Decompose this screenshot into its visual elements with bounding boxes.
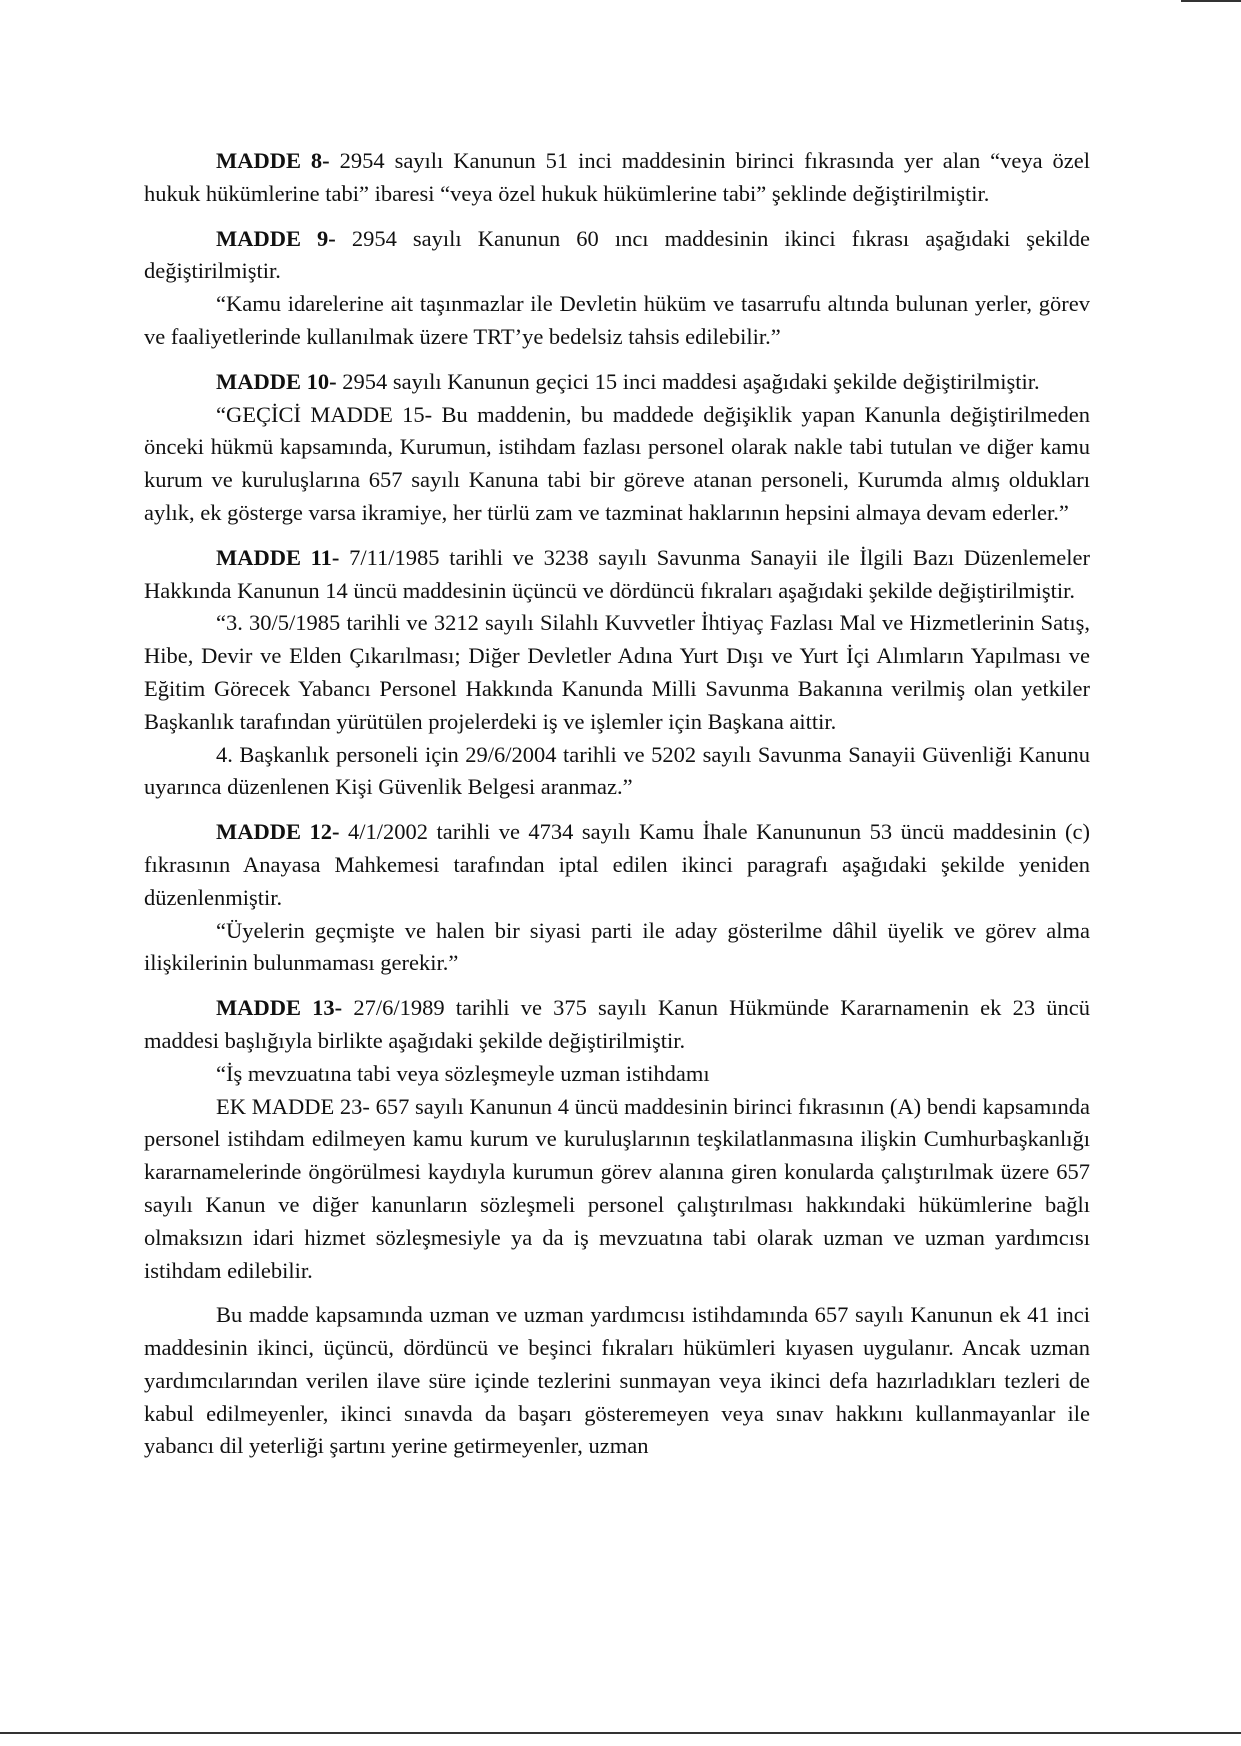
paragraph-text: “GEÇİCİ MADDE 15- Bu maddenin, bu maddede değişiklik yapan Kanunla değiştirilmeden önceki hükmü kapsamında, Kurumun, istihdam fazlası personel olarak nakle tabi tutulan ve diğer kamu kurum ve kuruluşlarına 657 sayılı Kanuna tabi bir göreve atanan personeli, Kurumda almış oldukları aylık, ek gösterge varsa ikramiye, her türlü zam ve tazminat haklarının hepsini almaya devam ederler.” <box>144 401 1090 525</box>
paragraph-madde-11 <box>144 542 1090 608</box>
paragraph-text: “3. 30/5/1985 tarihli ve 3212 sayılı Silahlı Kuvvetler İhtiyaç Fazlası Mal ve Hizmetlerinin Satış, Hibe, Devir ve Elden Çıkarılması; Diğer Devletler Adına Yurt Dışı ve Yurt İçi Alımların Yapılması ve Eğitim Görecek Yabancı Personel Hakkında Kanunda Milli Savunma Bakanına verilmiş olan yetkiler Başkanlık tarafından yürütülen projelerdeki iş ve işlemler için Başkana aittir. <box>144 610 1090 734</box>
article-heading: MADDE 8- <box>216 148 330 173</box>
paragraph-subtitle <box>144 1058 1090 1091</box>
paragraph-quote-uyeler <box>144 915 1090 981</box>
paragraph-text: Bu madde kapsamında uzman ve uzman yardımcısı istihdamında 657 sayılı Kanunun ek 41 inci maddesinin ikinci, üçüncü, dördüncü ve beşinci fıkraları hükümleri kıyasen uygulanır. Ancak uzman yardımcılarından verilen ilave süre içinde tezlerini sunmayan veya ikinci defa hazırladıkları tezleri de kabul edilmeyenler, ikinci sınavda da başarı gösteremeyen veya sınav hakkını kullanmayanlar ile yabancı dil yeterliği şartını yerine getirmeyenler, uzman <box>144 1302 1090 1459</box>
scan-edge-bottom <box>0 1732 1241 1734</box>
paragraph-ek-madde-23 <box>144 1091 1090 1288</box>
paragraph-madde-8 <box>144 145 1090 211</box>
paragraph-text: “Üyelerin geçmişte ve halen bir siyasi parti ile aday gösterilme dâhil üyelik ve görev alma ilişkilerinin bulunmaması gerekir.” <box>144 917 1090 976</box>
article-heading: MADDE 10- <box>216 368 337 394</box>
paragraph-clause-4 <box>144 739 1090 805</box>
document-body <box>144 145 1090 1463</box>
paragraph-madde-10 <box>144 366 1090 399</box>
paragraph-uzman-istihdam <box>144 1299 1090 1463</box>
paragraph-clause-3 <box>144 607 1090 738</box>
paragraph-text: EK MADDE 23- 657 sayılı Kanunun 4 üncü maddesinin birinci fıkrasının (A) bendi kapsamında personel istihdam edilmeyen kamu kurum ve kuruluşlarının teşkilatlanmasına ilişkin Cumhurbaşkanlığı kararnamelerinde öngörülmesi kaydıyla kurumun görev alanına giren konularda çalıştırılmak üzere 657 sayılı Kanun ve diğer kanunların sözleşmeli personel çalıştırılması hakkındaki hükümlerine bağlı olmaksızın idari hizmet sözleşmesiyle ya da iş mevzuatına tabi olarak uzman ve uzman yardımcısı istihdam edilebilir. <box>144 1093 1090 1283</box>
paragraph-text: 4/1/2002 tarihli ve 4734 sayılı Kamu İhale Kanununun 53 üncü maddesinin (c) fıkrasının Anayasa Mahkemesi tarafından iptal edilen ikinci paragrafı aşağıdaki şekilde yeniden düzenlenmiştir. <box>144 819 1090 910</box>
paragraph-madde-13 <box>144 992 1090 1058</box>
paragraph-madde-9 <box>144 223 1090 289</box>
paragraph-text: “İş mevzuatına tabi veya sözleşmeyle uzman istihdamı <box>216 1060 710 1086</box>
paragraph-text: 4. Başkanlık personeli için 29/6/2004 tarihli ve 5202 sayılı Savunma Sanayii Güvenliği Kanunu uyarınca düzenlenen Kişi Güvenlik Belgesi aranmaz.” <box>144 741 1090 800</box>
article-heading: MADDE 9- <box>216 225 336 251</box>
paragraph-gecici-madde-15 <box>144 399 1090 530</box>
article-heading: MADDE 12- <box>216 819 340 845</box>
scan-edge-top <box>1181 0 1241 2</box>
paragraph-text: 2954 sayılı Kanunun geçici 15 inci maddesi aşağıdaki şekilde değiştirilmiştir. <box>336 368 1040 394</box>
article-heading: MADDE 11- <box>216 544 340 570</box>
paragraph-text: 2954 sayılı Kanunun 60 ıncı maddesinin ikinci fıkrası aşağıdaki şekilde değiştirilmiştir. <box>144 225 1091 284</box>
paragraph-madde-12 <box>144 816 1090 914</box>
paragraph-text: 7/11/1985 tarihli ve 3238 sayılı Savunma Sanayii ile İlgili Bazı Düzenlemeler Hakkında Kanunun 14 üncü maddesinin üçüncü ve dördüncü fıkraları aşağıdaki şekilde değiştirilmiştir. <box>144 544 1090 603</box>
paragraph-text: 27/6/1989 tarihli ve 375 sayılı Kanun Hükmünde Kararnamenin ek 23 üncü maddesi başlığıyla birlikte aşağıdaki şekilde değiştirilmiştir. <box>144 995 1090 1053</box>
paragraph-text: 2954 sayılı Kanunun 51 inci maddesinin birinci fıkrasında yer alan “veya özel hukuk hükümlerine tabi” ibaresi “veya özel hukuk hükümlerine tabi” şeklinde değiştirilmiştir. <box>144 148 1091 206</box>
paragraph-quote-trt <box>144 288 1090 354</box>
article-heading: MADDE 13- <box>216 995 343 1021</box>
paragraph-text: “Kamu idarelerine ait taşınmazlar ile Devletin hüküm ve tasarrufu altında bulunan yerler, görev ve faaliyetlerinde kullanılmak üzere TRT’ye bedelsiz tahsis edilebilir.” <box>144 291 1090 349</box>
